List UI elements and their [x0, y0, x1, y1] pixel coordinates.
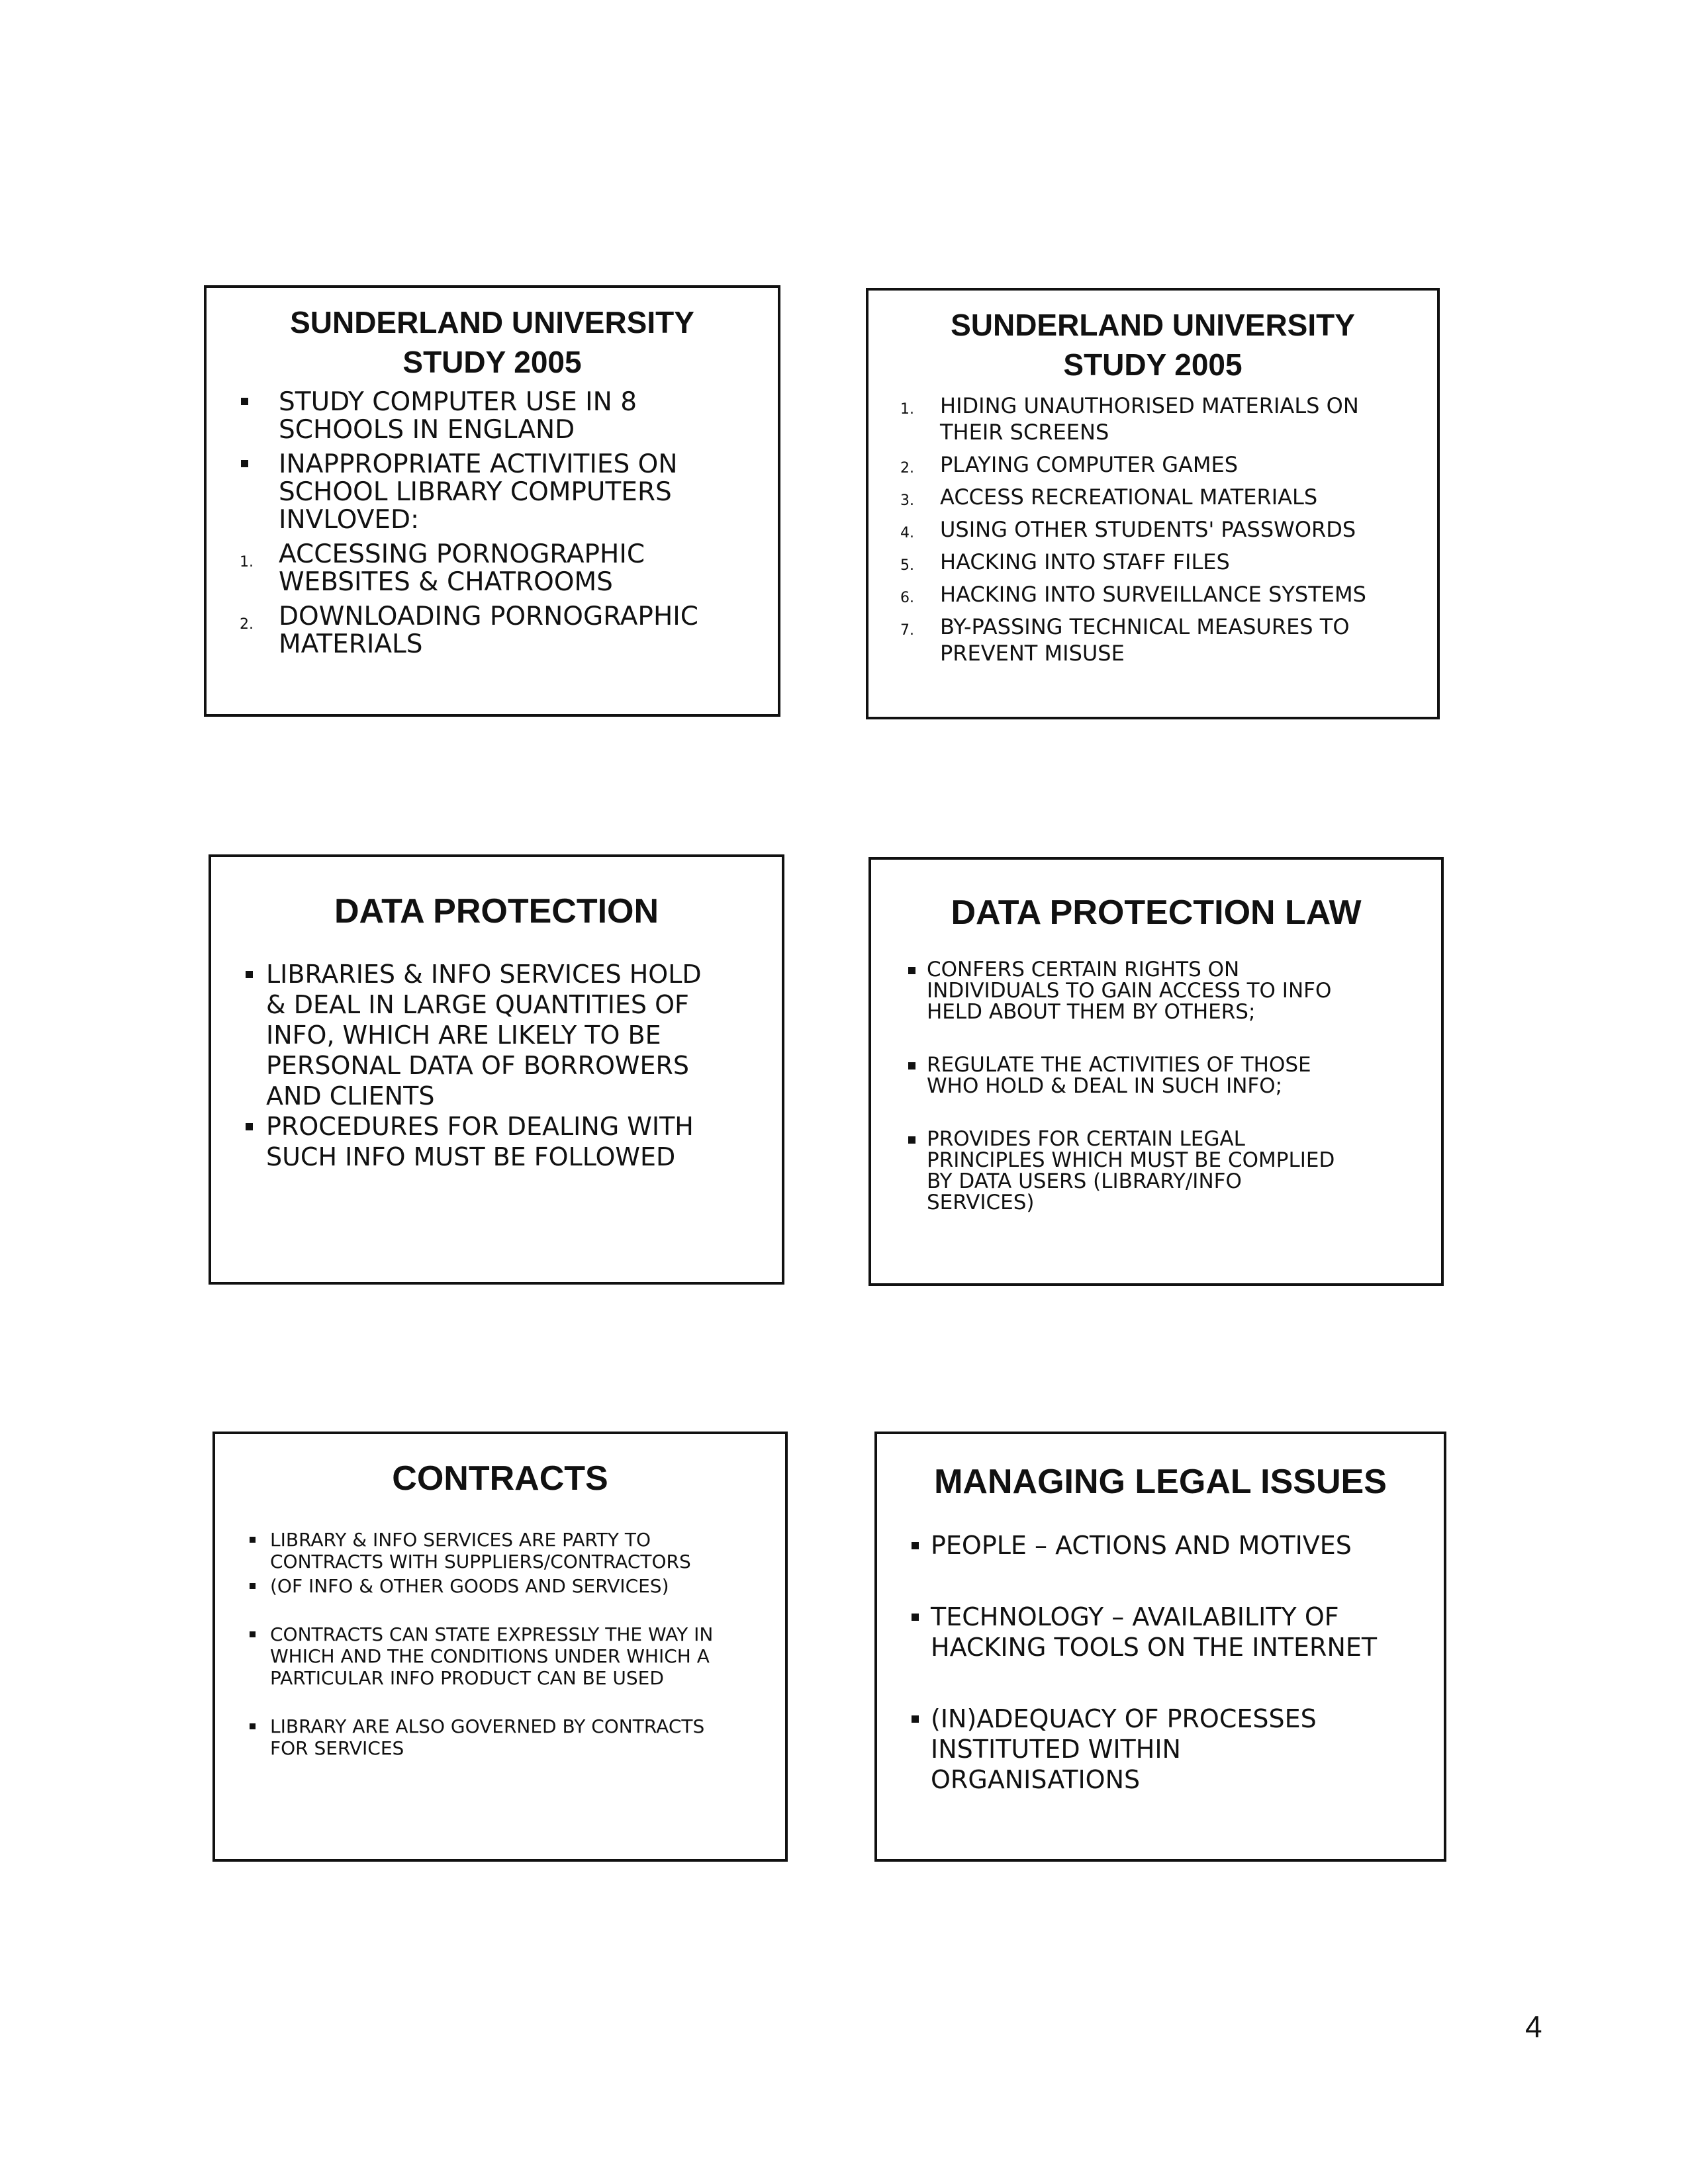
bullet-square-icon [908, 967, 915, 974]
bullet-square-icon [250, 1537, 256, 1543]
item-text: INAPPROPRIATE ACTIVITIES ON SCHOOL LIBRARY COMPUTERS INVLOVED: [279, 449, 678, 535]
list-item [868, 484, 1437, 510]
bullet-square-icon [250, 1583, 256, 1589]
bullet-square-icon [246, 971, 253, 978]
slide-data-protection-law [868, 857, 1444, 1286]
list-item [207, 603, 778, 659]
slide-title: MANAGING LEGAL ISSUES [934, 1463, 1387, 1501]
list-item [877, 1704, 1444, 1795]
bullet-square-icon [241, 460, 248, 467]
page-number: 4 [1525, 2009, 1542, 2044]
list-item [871, 959, 1441, 1023]
bullet-square-icon [912, 1614, 919, 1621]
item-text: PROVIDES FOR CERTAIN LEGAL PRINCIPLES WHICH MUST BE COMPLIED BY DATA USERS (LIBRARY/INFO SERVICES) [927, 1127, 1335, 1214]
slide-managing-legal-issues [874, 1432, 1446, 1862]
item-text: DOWNLOADING PORNOGRAPHIC MATERIALS [279, 602, 698, 659]
slide-title: DATA PROTECTION LAW [951, 893, 1362, 932]
item-text: PLAYING COMPUTER GAMES [940, 452, 1239, 477]
bullet-square-icon [908, 1062, 915, 1069]
slide-title: CONTRACTS [392, 1459, 608, 1498]
item-number: 2. [240, 616, 254, 633]
item-text: TECHNOLOGY – AVAILABILITY OF HACKING TOOLS ON THE INTERNET [931, 1602, 1378, 1662]
list-item [215, 1623, 785, 1689]
slide-title: SUNDERLAND UNIVERSITY STUDY 2005 [290, 305, 694, 379]
bullet-list [207, 388, 778, 665]
item-text: PEOPLE – ACTIONS AND MOTIVES [931, 1531, 1352, 1560]
bullet-square-icon [250, 1723, 256, 1729]
slide-sunderland-study-1 [204, 285, 780, 717]
list-item [211, 959, 782, 1111]
item-text: CONTRACTS CAN STATE EXPRESSLY THE WAY IN WHICH AND THE CONDITIONS UNDER WHICH A PARTICULAR INFO PRODUCT CAN BE USED [270, 1623, 714, 1689]
item-text: BY-PASSING TECHNICAL MEASURES TO PREVENT MISUSE [940, 614, 1350, 666]
item-text: LIBRARY & INFO SERVICES ARE PARTY TO CONTRACTS WITH SUPPLIERS/CONTRACTORS [270, 1529, 691, 1572]
list-item [215, 1715, 785, 1759]
list-item [871, 1054, 1441, 1097]
list-item [877, 1530, 1444, 1561]
list-item [215, 1529, 785, 1572]
list-item [868, 581, 1437, 608]
slide-data-protection [209, 854, 784, 1285]
bullet-square-icon [246, 1123, 253, 1130]
item-number: 5. [900, 557, 914, 574]
numbered-list [868, 392, 1437, 672]
item-text: PROCEDURES FOR DEALING WITH SUCH INFO MUST BE FOLLOWED [266, 1112, 694, 1171]
item-text: HACKING INTO SURVEILLANCE SYSTEMS [940, 582, 1366, 607]
item-text: ACCESSING PORNOGRAPHIC WEBSITES & CHATROOMS [279, 539, 645, 597]
list-item [871, 1128, 1441, 1213]
slide-title: DATA PROTECTION [334, 892, 659, 931]
bullet-list [877, 1530, 1444, 1836]
item-text: CONFERS CERTAIN RIGHTS ON INDIVIDUALS TO GAIN ACCESS TO INFO HELD ABOUT THEM BY OTHERS; [927, 958, 1332, 1024]
item-text: (IN)ADEQUACY OF PROCESSES INSTITUTED WITHIN ORGANISATIONS [931, 1704, 1317, 1794]
list-item [877, 1602, 1444, 1662]
list-item [207, 451, 778, 534]
list-item [868, 549, 1437, 575]
item-number: 6. [900, 590, 914, 606]
item-number: 2. [900, 460, 914, 477]
list-item [868, 392, 1437, 445]
item-number: 1. [240, 554, 254, 570]
list-item [868, 451, 1437, 478]
bullet-square-icon [912, 1715, 919, 1723]
item-text: HIDING UNAUTHORISED MATERIALS ON THEIR SCREENS [940, 393, 1359, 445]
bullet-square-icon [241, 398, 248, 405]
list-item [207, 541, 778, 596]
bullet-list [871, 959, 1441, 1245]
item-text: LIBRARY ARE ALSO GOVERNED BY CONTRACTS FOR SERVICES [270, 1715, 705, 1759]
slide-contracts [212, 1432, 788, 1862]
bullet-list [211, 959, 782, 1172]
bullet-square-icon [912, 1542, 919, 1549]
list-item [215, 1575, 785, 1597]
item-text: LIBRARIES & INFO SERVICES HOLD & DEAL IN LARGE QUANTITIES OF INFO, WHICH ARE LIKELY TO BE PERSONAL DATA OF BORROWERS AND CLIENTS [266, 960, 702, 1111]
item-text: ACCESS RECREATIONAL MATERIALS [940, 484, 1318, 510]
item-text: STUDY COMPUTER USE IN 8 SCHOOLS IN ENGLAND [279, 387, 637, 445]
item-text: (OF INFO & OTHER GOODS AND SERVICES) [270, 1575, 669, 1597]
list-item [211, 1111, 782, 1172]
item-number: 1. [900, 401, 914, 418]
item-text: REGULATE THE ACTIVITIES OF THOSE WHO HOLD & DEAL IN SUCH INFO; [927, 1053, 1311, 1098]
slide-sunderland-study-2 [866, 288, 1440, 719]
item-text: HACKING INTO STAFF FILES [940, 549, 1230, 574]
slide-title: SUNDERLAND UNIVERSITY STUDY 2005 [951, 308, 1355, 382]
list-item [868, 516, 1437, 543]
item-text: USING OTHER STUDENTS' PASSWORDS [940, 517, 1356, 542]
list-item [868, 614, 1437, 666]
bullet-list [215, 1529, 785, 1762]
item-number: 3. [900, 492, 914, 509]
item-number: 4. [900, 525, 914, 541]
list-item [207, 388, 778, 444]
bullet-square-icon [908, 1136, 915, 1144]
bullet-square-icon [250, 1631, 256, 1637]
item-number: 7. [900, 622, 914, 639]
